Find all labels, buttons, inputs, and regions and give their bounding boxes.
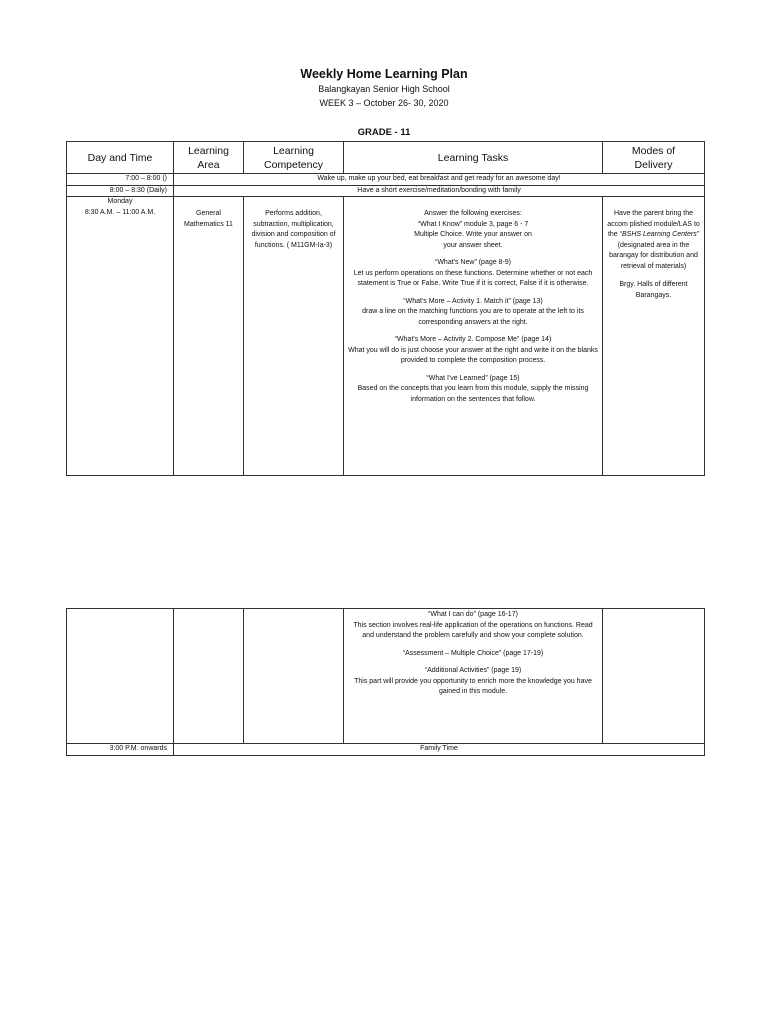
task-item: “What's More – Activity 2. Compose Me” (page 14) What you will do is just choose your answer at the right and write it on the blanks provided to complete the composition process.: [348, 336, 598, 364]
competency-cell: Performs addition, subtraction, multiplication, division and composition of functions. ( M11GM-Ia-3): [244, 197, 344, 476]
time-cell: 3:00 P.M. onwards: [67, 744, 174, 756]
activity-cell: Family Time: [174, 744, 705, 756]
time-label: 8:30 A.M. – 11:00 A.M.: [84, 208, 156, 216]
col-learning-competency: Learning Competency: [244, 142, 344, 174]
activity-cell: Have a short exercise/meditation/bonding with family: [174, 185, 705, 197]
plan-title: Weekly Home Learning Plan: [300, 67, 468, 81]
school-name: Balangkayan Senior High School: [318, 84, 450, 94]
tasks-cell: [344, 609, 603, 744]
monday-row: [67, 197, 705, 476]
day-time-cell: [67, 197, 174, 476]
task-item: “What's More – Activity 1. Match it” (page 13) draw a line on the matching functions you are to operate at the left to its corresponding answers at the right.: [362, 297, 584, 326]
document-header: [0, 66, 768, 110]
week-label: WEEK 3 – October 26- 30, 2020: [319, 98, 449, 108]
task-item: “Additional Activities” (page 19) This part will provide you opportunity to enrich more the knowledge you have gained in this module.: [354, 667, 592, 695]
task-item: Answer the following exercises: “What I Know” module 3, page 6 - 7 Multiple Choice. Write your answer on your answer sheet.: [414, 210, 532, 249]
table-row: [67, 174, 705, 186]
learning-area-cell: General Mathematics 11: [174, 197, 244, 476]
day-time-cell: [67, 609, 174, 744]
modes-cell: Have the parent bring the accom plished module/LAS to the “BSHS Learning Centers” (designated area in the barangay for distribution and retrieval of materials) Brgy. Halls of different Barangays.: [603, 197, 705, 476]
learning-area-cell: [174, 609, 244, 744]
task-item: “What's New” (page 8-9) Let us perform operations on these functions. Determine whether or not each statement is True or False. Write True if it is correct, False if it is otherwise.: [353, 259, 593, 287]
col-day-time: Day and Time: [67, 142, 174, 174]
task-item: “What I've Learned” (page 15) Based on the concepts that you learn from this module, supply the missing information on the sentences that follow.: [357, 374, 589, 403]
continued-row: [67, 609, 705, 744]
task-item: “Assessment – Multiple Choice” (page 17-19): [402, 649, 544, 657]
barangay-halls: Brgy. Halls of different Barangays.: [619, 281, 688, 299]
activity-cell: Wake up, make up your bed, eat breakfast and get ready for an awesome day!: [174, 174, 705, 186]
learning-centers-label: “BSHS Learning Centers”: [619, 231, 700, 238]
day-label: Monday: [107, 198, 133, 205]
learning-plan-table-continued: [66, 608, 705, 756]
col-modes-delivery: Modes of Delivery: [603, 142, 705, 174]
task-item: “What I can do” (page 16-17) This section involves real-life application of the operations on functions. Read and understand the problem carefully and show your complete solution.: [353, 611, 593, 639]
table-row: [67, 185, 705, 197]
grade-label: GRADE - 11: [357, 127, 411, 138]
competency-cell: [244, 609, 344, 744]
col-learning-tasks: Learning Tasks: [344, 142, 603, 174]
table-header-row: [67, 142, 705, 174]
tasks-cell: [344, 197, 603, 476]
modes-cell: [603, 609, 705, 744]
time-cell: 7:00 – 8:00 (): [67, 174, 174, 186]
table-row: [67, 744, 705, 756]
time-cell: 8:00 – 8:30 (Daily): [67, 185, 174, 197]
learning-plan-table: [66, 141, 705, 476]
col-learning-area: Learning Area: [174, 142, 244, 174]
